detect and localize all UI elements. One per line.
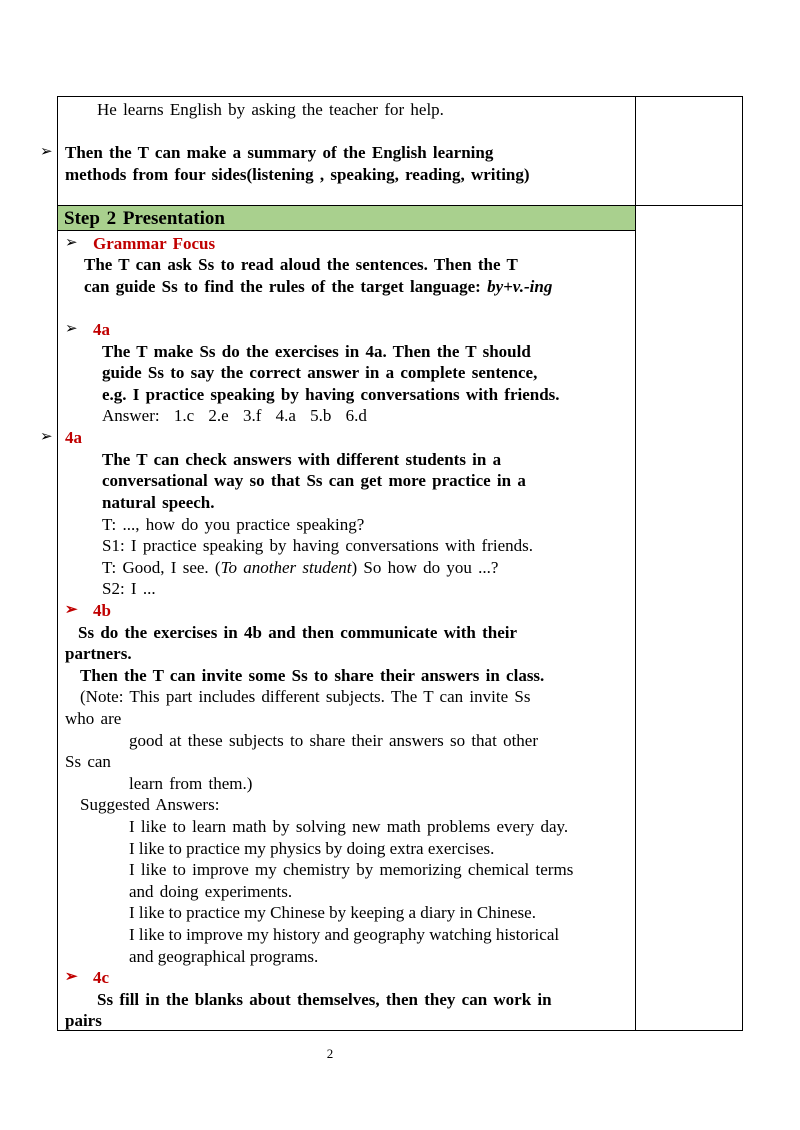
grammar-line-2-text: can guide Ss to find the rules of the target language: [84,277,488,296]
exercise-4b-line-2: partners. [65,644,132,663]
grammar-line-1: The T can ask Ss to read aloud the sentences. Then the T [84,255,518,274]
exercise-4a-line-2: guide Ss to say the correct answer in a complete sentence, [102,363,538,382]
exercise-4b-line-1: Ss do the exercises in 4b and then communicate with their [78,623,518,642]
arrow-bullet-icon: ➢ [40,429,53,445]
note-line-5: learn from them.) [129,774,253,793]
stage-direction: To another student [220,558,352,577]
exercise-4a-check-heading: 4a [65,428,82,447]
grammar-focus-heading: Grammar Focus [93,234,216,253]
grammar-formula: by+v.-ing [487,277,553,296]
exercise-4b-line-3: Then the T can invite some Ss to share their answers in class. [80,666,545,685]
dialog-line-4: S2: I ... [102,579,156,598]
check-line-1: The T can check answers with different students in a [102,450,502,469]
suggested-answer-1: I like to learn math by solving new math problems every day. [129,817,569,836]
suggested-answer-3-cont: and doing experiments. [129,882,293,901]
note-line-1: (Note: This part includes different subjects. The T can invite Ss [80,687,531,706]
arrow-bullet-icon: ➢ [65,235,78,251]
exercise-4b-heading: 4b [93,601,111,620]
grammar-line-2 [84,276,552,298]
dialog-line-3 [102,557,498,579]
arrow-bullet-icon: ➢ [65,321,78,337]
dialog-line-3-start: T: Good, I see. ( [102,558,221,577]
suggested-answer-5: I like to improve my history and geography watching historical [129,925,560,944]
check-line-2: conversational way so that Ss can get more practice in a [102,471,526,490]
page-number: 2 [326,1046,334,1061]
dialog-line-2: S1: I practice speaking by having conversations with friends. [102,536,533,555]
exercise-4a-heading: 4a [93,320,110,339]
summary-line-2: methods from four sides(listening , speaking, reading, writing) [65,165,530,184]
summary-line-1: Then the T can make a summary of the English learning [65,143,494,162]
check-line-3: natural speech. [102,493,215,512]
exercise-4a-line-1: The T make Ss do the exercises in 4a. Then the T should [102,342,531,361]
suggested-answer-2: I like to practice my physics by doing extra exercises. [129,839,495,858]
arrow-bullet-icon: ➢ [65,602,78,618]
note-line-4: Ss can [65,752,111,771]
arrow-bullet-icon: ➢ [40,144,53,160]
suggested-answer-4: I like to practice my Chinese by keeping a diary in Chinese. [129,903,536,922]
dialog-line-1: T: ..., how do you practice speaking? [102,515,365,534]
answer-key: Answer: 1.c 2.e 3.f 4.a 5.b 6.d [102,406,367,425]
suggested-answer-5-cont: and geographical programs. [129,947,319,966]
exercise-4c-line-2: pairs [65,1011,102,1030]
example-sentence: He learns English by asking the teacher for help. [97,100,444,119]
dialog-line-3-end: ) So how do you ...? [351,558,499,577]
suggested-answer-3: I like to improve my chemistry by memorizing chemical terms [129,860,574,879]
suggested-answers-heading: Suggested Answers: [80,795,220,814]
note-line-2: who are [65,709,122,728]
exercise-4a-line-3: e.g. I practice speaking by having conversations with friends. [102,385,560,404]
arrow-bullet-icon: ➢ [65,969,78,985]
step-title: Step 2 Presentation [64,208,225,229]
exercise-4c-line-1: Ss fill in the blanks about themselves, then they can work in [97,990,552,1009]
note-line-3: good at these subjects to share their answers so that other [129,731,539,750]
exercise-4c-heading: 4c [93,968,110,987]
column-divider [635,96,636,1031]
